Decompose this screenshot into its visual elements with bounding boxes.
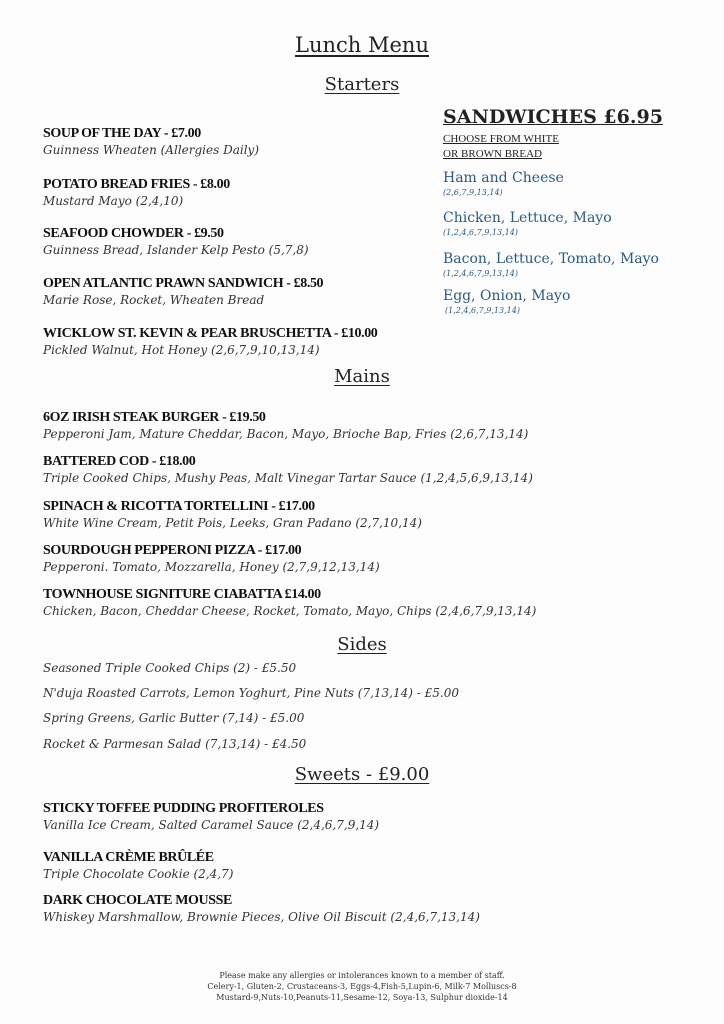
- sandwich-allergens: (1,2,4,6,7,9,13,14): [443, 269, 518, 278]
- main-item: [43, 498, 422, 532]
- sandwiches-section: [443, 106, 663, 162]
- item-name: WICKLOW ST. KEVIN & PEAR BRUSCHETTA - £10.00: [43, 326, 378, 341]
- main-item: [43, 409, 528, 443]
- main-item: [43, 453, 533, 487]
- item-name: DARK CHOCOLATE MOUSSE: [43, 893, 232, 908]
- item-name: STICKY TOFFEE PUDDING PROFITEROLES: [43, 801, 324, 816]
- item-description: Whiskey Marshmallow, Brownie Pieces, Olive Oil Biscuit (2,4,6,7,13,14): [43, 910, 480, 924]
- item-description: Vanilla Ice Cream, Salted Caramel Sauce (2,4,6,7,9,14): [43, 818, 380, 832]
- item-name: SOUP OF THE DAY - £7.00: [43, 126, 201, 141]
- side-item: Seasoned Triple Cooked Chips (2) - £5.50: [43, 661, 297, 675]
- item-description: Triple Cooked Chips, Mushy Peas, Malt Vinegar Tartar Sauce (1,2,4,5,6,9,13,14): [43, 471, 533, 485]
- sweet-item: [43, 892, 480, 926]
- sandwich-name: Egg, Onion, Mayo: [443, 288, 571, 304]
- item-name: BATTERED COD - £18.00: [43, 454, 196, 469]
- item-name: SOURDOUGH PEPPERONI PIZZA - £17.00: [43, 543, 302, 558]
- sandwich-allergens: (1,2,4,6,7,9,13,14): [445, 306, 520, 315]
- sandwich-item: [443, 209, 612, 238]
- sandwich-item: [443, 169, 564, 198]
- item-name: 6OZ IRISH STEAK BURGER - £19.50: [43, 410, 266, 425]
- allergen-key-line2: Mustard-9,Nuts-10,Peanuts-11,Sesame-12, Soya-13, Sulphur dioxide-14: [216, 993, 508, 1002]
- item-name: POTATO BREAD FRIES - £8.00: [43, 177, 230, 192]
- item-description: Marie Rose, Rocket, Wheaten Bread: [43, 293, 265, 307]
- page-title: Lunch Menu: [295, 33, 429, 57]
- sandwich-item: [443, 287, 570, 316]
- sandwich-name: Bacon, Lettuce, Tomato, Mayo: [443, 251, 659, 267]
- allergen-key-line1: Celery-1, Gluten-2, Crustaceans-3, Eggs-4,Fish-5,Lupin-6, Milk-7 Molluscs-8: [207, 982, 517, 991]
- item-description: Guinness Bread, Islander Kelp Pesto (5,7,8): [43, 243, 309, 257]
- item-description: Pepperoni Jam, Mature Cheddar, Bacon, Mayo, Brioche Bap, Fries (2,6,7,13,14): [43, 427, 529, 441]
- starters-heading: Starters: [324, 74, 400, 95]
- item-description: Triple Chocolate Cookie (2,4,7): [43, 867, 234, 881]
- main-item: [43, 542, 380, 576]
- sweet-item: [43, 800, 379, 834]
- item-name: TOWNHOUSE SIGNITURE CIABATTA £14.00: [43, 587, 321, 602]
- starter-item: [43, 275, 323, 309]
- item-name: OPEN ATLANTIC PRAWN SANDWICH - £8.50: [43, 276, 324, 291]
- starter-item: [43, 225, 309, 259]
- sweets-heading: Sweets - £9.00: [294, 764, 430, 785]
- item-name: SPINACH & RICOTTA TORTELLINI - £17.00: [43, 499, 315, 514]
- side-item: N'duja Roasted Carrots, Lemon Yoghurt, Pine Nuts (7,13,14) - £5.00: [43, 686, 459, 700]
- sweet-item: [43, 849, 233, 883]
- sandwich-name: Chicken, Lettuce, Mayo: [443, 210, 612, 226]
- main-item: [43, 586, 536, 620]
- bread-choice-line1: CHOOSE FROM WHITE: [443, 133, 559, 145]
- sandwich-item: [443, 250, 659, 279]
- item-name: SEAFOOD CHOWDER - £9.50: [43, 226, 224, 241]
- item-description: Pickled Walnut, Hot Honey (2,6,7,9,10,13,14): [43, 343, 320, 357]
- allergen-footer: [0, 970, 724, 1003]
- sides-heading: Sides: [337, 634, 387, 655]
- starter-item: [43, 125, 259, 159]
- side-item: Rocket & Parmesan Salad (7,13,14) - £4.50: [43, 737, 307, 751]
- sandwich-name: Ham and Cheese: [443, 170, 564, 186]
- starter-item: [43, 325, 377, 359]
- sandwiches-heading: SANDWICHES £6.95: [443, 106, 663, 128]
- starter-item: [43, 176, 230, 210]
- item-description: Mustard Mayo (2,4,10): [43, 194, 184, 208]
- item-description: Guinness Wheaten (Allergies Daily): [43, 143, 259, 157]
- sandwich-allergens: (1,2,4,6,7,9,13,14): [443, 228, 518, 237]
- mains-heading: Mains: [334, 366, 390, 387]
- item-name: VANILLA CRÈME BRÛLÉE: [43, 850, 214, 865]
- item-description: Chicken, Bacon, Cheddar Cheese, Rocket, Tomato, Mayo, Chips (2,4,6,7,9,13,14): [43, 604, 537, 618]
- sandwich-allergens: (2,6,7,9,13,14): [443, 188, 503, 197]
- allergy-notice: Please make any allergies or intolerances known to a member of staff.: [219, 971, 505, 980]
- item-description: White Wine Cream, Petit Pois, Leeks, Gran Padano (2,7,10,14): [43, 516, 422, 530]
- side-item: Spring Greens, Garlic Butter (7,14) - £5.00: [43, 711, 305, 725]
- item-description: Pepperoni. Tomato, Mozzarella, Honey (2,7,9,12,13,14): [43, 560, 380, 574]
- bread-choice-line2: OR BROWN BREAD: [443, 148, 543, 160]
